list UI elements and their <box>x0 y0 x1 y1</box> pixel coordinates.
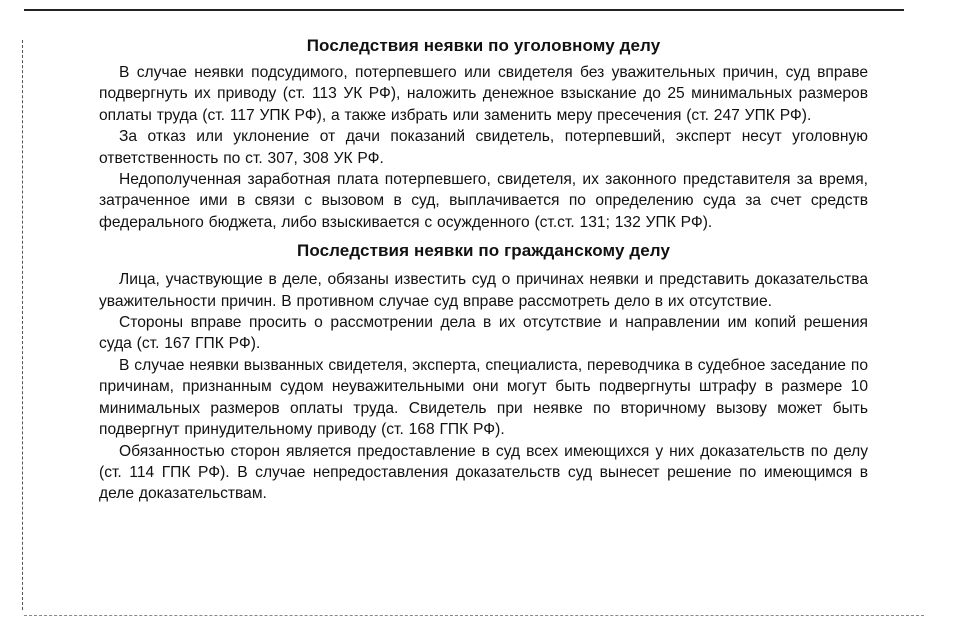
civil-case-heading: Последствия неявки по гражданскому делу <box>297 241 670 261</box>
document-body <box>99 35 868 505</box>
civil-paragraph-2: Стороны вправе просить о рассмотрении дела в их отсутствие и направлении им копий решения суда (ст. 167 ГПК РФ). <box>99 314 868 353</box>
civil-case-section <box>99 240 868 504</box>
criminal-paragraph-1: В случае неявки подсудимого, потерпевшего или свидетеля без уважительных причин, суд вправе подвергнуть их приводу (ст. 113 УК РФ), наложить денежное взыскание до 25 минимальных размеров оплаты труда (ст. 117 УПК РФ), а также избрать или заменить меру пресечения (ст. 247 УПК РФ). <box>99 64 868 124</box>
civil-paragraph-3: В случае неявки вызванных свидетеля, эксперта, специалиста, переводчика в судебное заседание по причинам, признанным судом неуважительными они могут быть подвергнуты штрафу в размере 10 минимальных размеров оплаты труда. Свидетель при неявке по вторичному вызову может быть подвергнут принудительному приводу (ст. 168 ГПК РФ). <box>99 356 868 439</box>
criminal-case-heading: Последствия неявки по уголовному делу <box>306 36 661 55</box>
top-divider-line <box>24 9 904 11</box>
left-margin-line <box>22 40 23 610</box>
civil-paragraph-4: Обязанностью сторон является предоставление в суд всех имеющихся у них доказательств по делу (ст. 114 ГПК РФ). В случае непредоставления доказательств суд вынесет решение по имеющимся в деле доказательствам. <box>99 442 868 503</box>
criminal-case-section <box>99 35 868 233</box>
civil-paragraph-1: Лица, участвующие в деле, обязаны известить суд о причинах неявки и представить доказательства уважительности причин. В противном случае суд вправе рассмотреть дело в их отсутствие. <box>99 271 868 310</box>
bottom-divider-line <box>24 615 924 616</box>
criminal-paragraph-3: Недополученная заработная плата потерпевшего, свидетеля, их законного представителя за время, затраченное ими в связи с вызовом в суд, выплачивается по определению суда за счет средств федерального бюджета, либо взыскивается с осужденного (ст.ст. 131; 132 УПК РФ). <box>99 171 868 231</box>
criminal-paragraph-2: За отказ или уклонение от дачи показаний свидетель, потерпевший, эксперт несут уголовную ответственность по ст. 307, 308 УК РФ. <box>99 128 868 167</box>
